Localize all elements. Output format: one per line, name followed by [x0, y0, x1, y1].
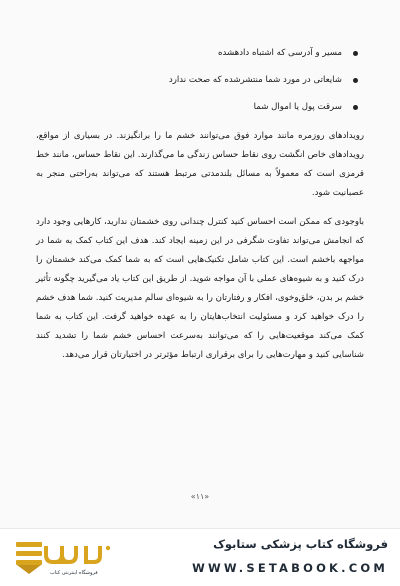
page-number: «۱۱»: [190, 492, 210, 501]
store-footer: [0, 529, 400, 586]
bullet-item: [36, 71, 364, 90]
page-content: [36, 44, 364, 375]
bullet-list: [36, 44, 364, 117]
store-url[interactable]: WWW.SETABOOK.COM: [192, 561, 388, 575]
bullet-text: مسیر و آدرسی که اشتباه دادهشده: [218, 48, 342, 58]
logo-subtext: فروشگاه اینترنتی کتاب: [50, 570, 98, 576]
bullet-icon: [353, 105, 358, 110]
paragraph: رویدادهای روزمره مانند موارد فوق می‌توانند خشم ما را برانگیزند. در بسیاری از مواقع، رویدادهای خاص انگشت روی نقاط حساس زندگی ما می‌گذارند. این نقاط حساس، مانند خط قرمزی است که معمولاً به مسائل بلندمدتی مرتبط هستند که می‌تواند به‌راحتی منجر به عصبانیت شود.: [36, 131, 364, 198]
store-title: فروشگاه کتاب پزشکی ستابوک: [213, 537, 388, 551]
bullet-item: [36, 98, 364, 117]
setabook-logo: [14, 538, 114, 576]
bullet-text: سرقت پول یا اموال شما: [253, 102, 342, 112]
paragraph: باوجودی که ممکن است احساس کنید کنترل چندانی روی خشمتان ندارید، کارهایی وجود دارد که انجامش می‌تواند تفاوت شگرفی در این زمینه ایجاد کند. هدف این کتاب کمک به شما در مواجهه باخشم است. این کتاب شامل تکنیک‌هایی است که به شما کمک می‌کند خشمتان را درک کنید و به شیوه‌های عملی با آن مواجه شوید. از طریق این کتاب یاد می‌گیرید چگونه تأثیر خشم بر بدن، خلق‌وخوی، افکار و رفتارتان را به شیوه‌ای سالم مدیریت کنید. شما هدف خشم را درک خواهید کرد و مسئولیت انتخاب‌هایتان را به عهده خواهید گرفت. این کتاب به شما کمک می‌کند موقعیت‌هایی را که می‌توانند به‌سرعت احساس خشم شما را تشدید کنند شناسایی کنید و مهارت‌هایی را برای برقراری ارتباط مؤثرتر در اختیارتان قرار می‌دهد.: [36, 217, 364, 360]
bullet-icon: [353, 51, 358, 56]
bullet-icon: [353, 78, 358, 83]
bullet-text: شایعاتی در مورد شما منتشرشده که صحت ندارد: [168, 75, 342, 85]
bullet-item: [36, 44, 364, 63]
